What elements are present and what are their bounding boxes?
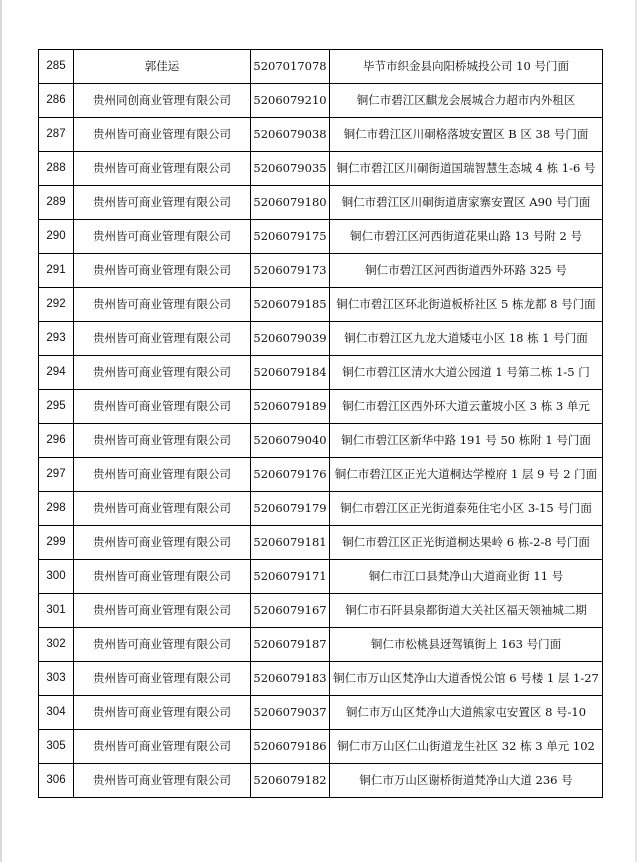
- row-number-cell: 291: [39, 254, 74, 288]
- table-row: [39, 322, 603, 356]
- row-number-cell: 302: [39, 628, 74, 662]
- address-cell: 铜仁市碧江区正光大道桐达学樘府 1 层 9 号 2 门面: [330, 458, 603, 492]
- row-number-cell: 301: [39, 594, 74, 628]
- address-cell: 铜仁市石阡县泉都街道大关社区福天领袖城二期: [330, 594, 603, 628]
- license-code-cell: 5206079180: [251, 186, 330, 220]
- company-name-cell: 贵州皆可商业管理有限公司: [74, 220, 251, 254]
- table-row: [39, 662, 603, 696]
- company-name-cell: 贵州皆可商业管理有限公司: [74, 492, 251, 526]
- row-number-cell: 299: [39, 526, 74, 560]
- table-row: [39, 220, 603, 254]
- row-number-cell: 300: [39, 560, 74, 594]
- table-row: [39, 764, 603, 798]
- address-cell: 铜仁市碧江区西外环大道云董坡小区 3 栋 3 单元: [330, 390, 603, 424]
- row-number-cell: 289: [39, 186, 74, 220]
- row-number-cell: 297: [39, 458, 74, 492]
- license-code-cell: 5206079176: [251, 458, 330, 492]
- address-cell: 铜仁市碧江区麒龙会展城合力超市内外租区: [330, 84, 603, 118]
- license-code-cell: 5206079171: [251, 560, 330, 594]
- license-code-cell: 5206079183: [251, 662, 330, 696]
- company-name-cell: 贵州皆可商业管理有限公司: [74, 594, 251, 628]
- row-number-cell: 290: [39, 220, 74, 254]
- table-row: [39, 458, 603, 492]
- license-code-cell: 5206079167: [251, 594, 330, 628]
- address-cell: 铜仁市万山区梵净山大道香悦公馆 6 号楼 1 层 1-27: [330, 662, 603, 696]
- address-cell: 铜仁市碧江区河西街道花果山路 13 号附 2 号: [330, 220, 603, 254]
- table-body: [39, 50, 603, 798]
- license-code-cell: 5206079182: [251, 764, 330, 798]
- row-number-cell: 286: [39, 84, 74, 118]
- address-cell: 铜仁市万山区谢桥街道梵净山大道 236 号: [330, 764, 603, 798]
- address-cell: 铜仁市万山区仁山街道龙生社区 32 栋 3 单元 102: [330, 730, 603, 764]
- table-row: [39, 628, 603, 662]
- address-cell: 铜仁市碧江区川硐街道唐家寨安置区 A90 号门面: [330, 186, 603, 220]
- table-row: [39, 594, 603, 628]
- license-code-cell: 5206079179: [251, 492, 330, 526]
- company-name-cell: 贵州皆可商业管理有限公司: [74, 186, 251, 220]
- license-code-cell: 5206079175: [251, 220, 330, 254]
- address-cell: 毕节市织金县向阳桥城投公司 10 号门面: [330, 50, 603, 84]
- table-row: [39, 152, 603, 186]
- table-row: [39, 118, 603, 152]
- license-code-cell: 5206079184: [251, 356, 330, 390]
- license-code-cell: 5206079186: [251, 730, 330, 764]
- license-code-cell: 5206079185: [251, 288, 330, 322]
- company-name-cell: 贵州皆可商业管理有限公司: [74, 662, 251, 696]
- license-code-cell: 5206079189: [251, 390, 330, 424]
- company-name-cell: 贵州皆可商业管理有限公司: [74, 458, 251, 492]
- row-number-cell: 287: [39, 118, 74, 152]
- license-code-cell: 5206079040: [251, 424, 330, 458]
- license-code-cell: 5207017078: [251, 50, 330, 84]
- address-cell: 铜仁市碧江区川硐格落坡安置区 B 区 38 号门面: [330, 118, 603, 152]
- table-row: [39, 186, 603, 220]
- table-row: [39, 390, 603, 424]
- address-cell: 铜仁市碧江区环北街道板桥社区 5 栋龙都 8 号门面: [330, 288, 603, 322]
- licensee-table: [38, 49, 603, 798]
- company-name-cell: 郭佳运: [74, 50, 251, 84]
- license-code-cell: 5206079210: [251, 84, 330, 118]
- table-row: [39, 84, 603, 118]
- address-cell: 铜仁市江口县梵净山大道商业街 11 号: [330, 560, 603, 594]
- address-cell: 铜仁市碧江区川硐街道国瑞智慧生态城 4 栋 1-6 号: [330, 152, 603, 186]
- address-cell: 铜仁市碧江区河西街道西外环路 325 号: [330, 254, 603, 288]
- license-code-cell: 5206079037: [251, 696, 330, 730]
- row-number-cell: 285: [39, 50, 74, 84]
- address-cell: 铜仁市碧江区新华中路 191 号 50 栋附 1 号门面: [330, 424, 603, 458]
- row-number-cell: 303: [39, 662, 74, 696]
- row-number-cell: 298: [39, 492, 74, 526]
- row-number-cell: 292: [39, 288, 74, 322]
- address-cell: 铜仁市万山区梵净山大道熊家屯安置区 8 号-10: [330, 696, 603, 730]
- address-cell: 铜仁市碧江区清水大道公园道 1 号第二栋 1-5 门: [330, 356, 603, 390]
- license-code-cell: 5206079187: [251, 628, 330, 662]
- address-cell: 铜仁市碧江区正光街道泰苑住宅小区 3-15 号门面: [330, 492, 603, 526]
- address-cell: 铜仁市松桃县迓驾镇街上 163 号门面: [330, 628, 603, 662]
- row-number-cell: 306: [39, 764, 74, 798]
- address-cell: 铜仁市碧江区正光街道桐达果岭 6 栋-2-8 号门面: [330, 526, 603, 560]
- table-row: [39, 492, 603, 526]
- row-number-cell: 288: [39, 152, 74, 186]
- row-number-cell: 295: [39, 390, 74, 424]
- company-name-cell: 贵州皆可商业管理有限公司: [74, 322, 251, 356]
- table-row: [39, 254, 603, 288]
- license-code-cell: 5206079038: [251, 118, 330, 152]
- row-number-cell: 304: [39, 696, 74, 730]
- company-name-cell: 贵州皆可商业管理有限公司: [74, 356, 251, 390]
- row-number-cell: 296: [39, 424, 74, 458]
- table-row: [39, 526, 603, 560]
- license-code-cell: 5206079181: [251, 526, 330, 560]
- page-edge-left: [0, 0, 2, 862]
- table-row: [39, 560, 603, 594]
- address-cell: 铜仁市碧江区九龙大道矮屯小区 18 栋 1 号门面: [330, 322, 603, 356]
- license-code-cell: 5206079173: [251, 254, 330, 288]
- company-name-cell: 贵州皆可商业管理有限公司: [74, 424, 251, 458]
- table-row: [39, 424, 603, 458]
- row-number-cell: 305: [39, 730, 74, 764]
- row-number-cell: 294: [39, 356, 74, 390]
- company-name-cell: 贵州皆可商业管理有限公司: [74, 764, 251, 798]
- table-row: [39, 288, 603, 322]
- company-name-cell: 贵州皆可商业管理有限公司: [74, 526, 251, 560]
- company-name-cell: 贵州皆可商业管理有限公司: [74, 152, 251, 186]
- company-name-cell: 贵州皆可商业管理有限公司: [74, 730, 251, 764]
- company-name-cell: 贵州皆可商业管理有限公司: [74, 288, 251, 322]
- table-row: [39, 730, 603, 764]
- company-name-cell: 贵州同创商业管理有限公司: [74, 84, 251, 118]
- table-row: [39, 50, 603, 84]
- license-code-cell: 5206079039: [251, 322, 330, 356]
- company-name-cell: 贵州皆可商业管理有限公司: [74, 560, 251, 594]
- license-code-cell: 5206079035: [251, 152, 330, 186]
- company-name-cell: 贵州皆可商业管理有限公司: [74, 696, 251, 730]
- company-name-cell: 贵州皆可商业管理有限公司: [74, 628, 251, 662]
- company-name-cell: 贵州皆可商业管理有限公司: [74, 254, 251, 288]
- table-row: [39, 696, 603, 730]
- company-name-cell: 贵州皆可商业管理有限公司: [74, 390, 251, 424]
- company-name-cell: 贵州皆可商业管理有限公司: [74, 118, 251, 152]
- table-row: [39, 356, 603, 390]
- row-number-cell: 293: [39, 322, 74, 356]
